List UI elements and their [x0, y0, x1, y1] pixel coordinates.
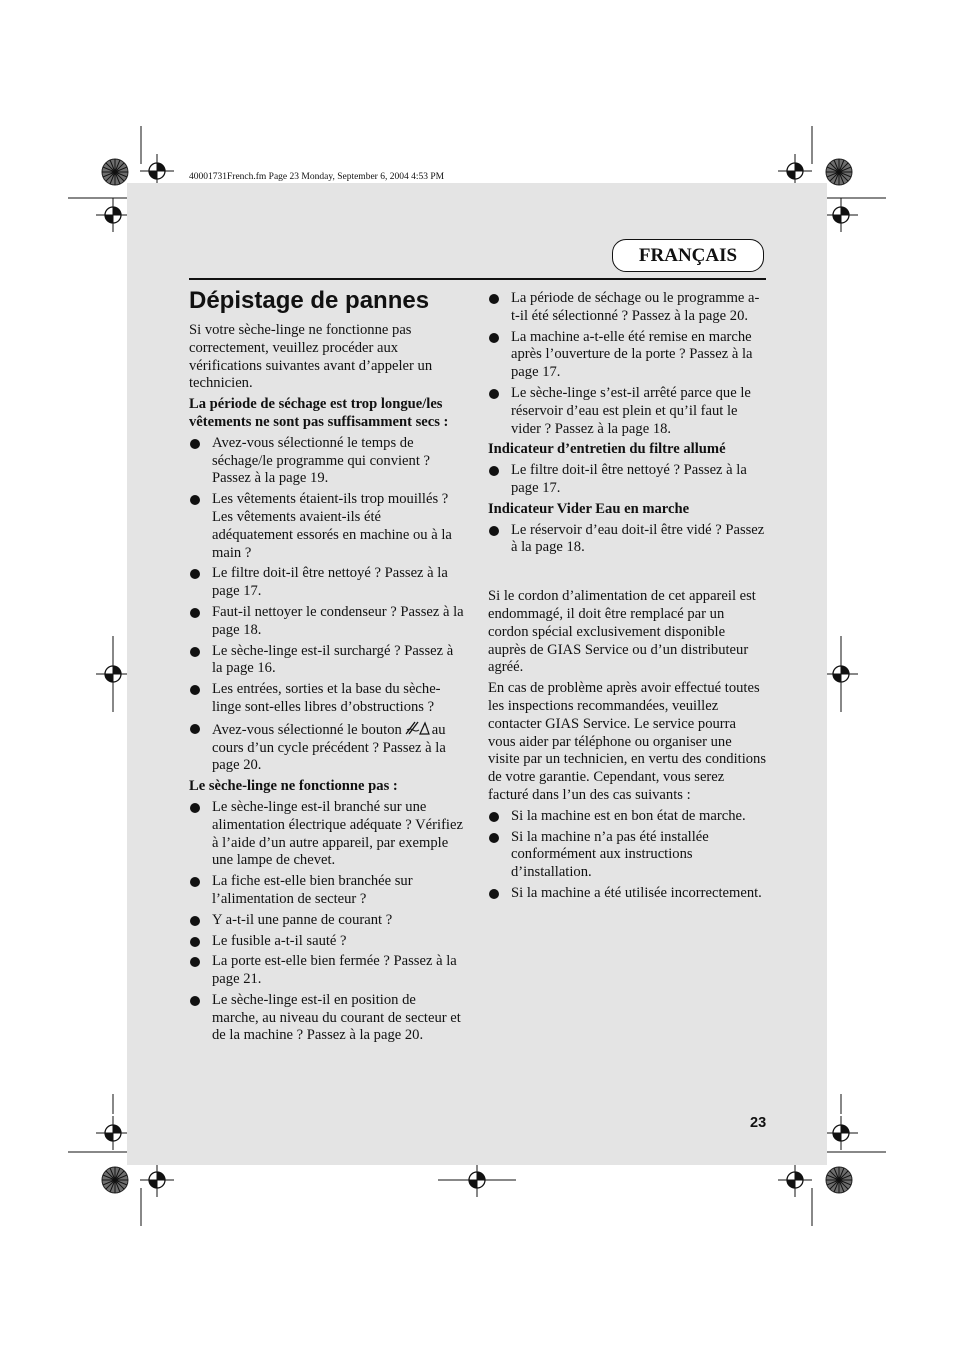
bullet-icon — [190, 495, 200, 505]
bullet-icon — [489, 333, 499, 343]
intro-paragraph: Si votre sèche-linge ne fonctionne pas correctement, veuillez procéder aux vérifications suivantes avant d’appeler un technicien. — [189, 322, 433, 392]
list-item: Si la machine est en bon état de marche. — [488, 808, 766, 826]
list-item: La période de séchage ou le programme a-t-il été sélectionné ? Passez à la page 20. — [488, 290, 766, 326]
list-item: Avez-vous sélectionné le bouton au cours d’un cycle précédent ? Passez à la page 20. — [189, 720, 465, 775]
section-heading-water-indicator: Indicateur Vider Eau en marche — [488, 500, 690, 517]
bullet-icon — [190, 608, 200, 618]
list-item: Si la machine a été utilisée incorrectement. — [488, 885, 766, 903]
bullet-icon — [190, 996, 200, 1006]
list-item: Si la machine n’a pas été installée conformément aux instructions d’installation. — [488, 829, 766, 882]
list-item: Avez-vous sélectionné le temps de séchage/le programme qui convient ? Passez à la page 19. — [189, 435, 465, 488]
not-working-checklist — [189, 799, 465, 1045]
list-item: La porte est-elle bien fermée ? Passez à la page 21. — [189, 953, 465, 989]
left-column — [189, 322, 465, 1048]
bullet-icon — [190, 877, 200, 887]
list-item: Le sèche-linge s’est-il arrêté parce que le réservoir d’eau est plein et qu’il faut le vider ? Passez à la page 18. — [488, 385, 766, 438]
bullet-icon — [190, 647, 200, 657]
filter-checklist — [488, 462, 766, 498]
bullet-icon — [489, 466, 499, 476]
list-item: La fiche est-elle bien branchée sur l’alimentation de secteur ? — [189, 873, 465, 909]
list-item: Le réservoir d’eau doit-il être vidé ? Passez à la page 18. — [488, 522, 766, 558]
section-heading-filter-indicator: Indicateur d’entretien du filtre allumé — [488, 441, 726, 458]
list-item: Y a-t-il une panne de courant ? — [189, 912, 465, 930]
bullet-icon — [489, 294, 499, 304]
drying-checklist — [189, 435, 465, 775]
list-item: Le filtre doit-il être nettoyé ? Passez à la page 17. — [488, 462, 766, 498]
print-header-line: 40001731French.fm Page 23 Monday, September 6, 2004 4:53 PM — [189, 172, 445, 182]
water-checklist — [488, 522, 766, 558]
bullet-icon — [190, 803, 200, 813]
bullet-icon — [489, 889, 499, 899]
list-item: Faut-il nettoyer le condenseur ? Passez à la page 18. — [189, 604, 465, 640]
section-heading-not-working: Le sèche-linge ne fonctionne pas : — [189, 778, 398, 795]
bullet-icon — [190, 685, 200, 695]
bullet-icon — [190, 724, 200, 734]
bullet-icon — [489, 833, 499, 843]
not-working-checklist-continued — [488, 290, 766, 438]
bullet-icon — [190, 916, 200, 926]
service-paragraph-contact: En cas de problème après avoir effectué toutes les inspections recommandées, veuillez contacter GIAS Service. Le service pourra vous aider par téléphone ou organiser une visite par un technicien, en vertu des conditions de votre garantie. Cependant, vous serez facturé dans l’un des cas suivants : — [488, 680, 767, 803]
list-item: Le fusible a-t-il sauté ? — [189, 933, 465, 951]
list-item: Le sèche-linge est-il en position de marche, au niveau du courant de secteur et de la machine ? Passez à la page 20. — [189, 992, 465, 1045]
list-item: Le sèche-linge est-il surchargé ? Passez à la page 16. — [189, 643, 465, 679]
right-column — [488, 290, 766, 906]
page-title: Dépistage de pannes — [189, 287, 430, 314]
header-rule — [189, 278, 766, 280]
list-item: Le filtre doit-il être nettoyé ? Passez à la page 17. — [189, 565, 465, 601]
list-item: Les entrées, sorties et la base du sèche-linge sont-elles libres d’obstructions ? — [189, 681, 465, 717]
list-item: La machine a-t-elle été remise en marche après l’ouverture de la porte ? Passez à la page 17. — [488, 329, 766, 382]
bullet-icon — [190, 957, 200, 967]
language-tab: FRANÇAIS — [612, 239, 764, 272]
bullet-icon — [489, 389, 499, 399]
drying-level-icon — [404, 720, 430, 736]
charge-conditions-list — [488, 808, 766, 903]
bullet-icon — [489, 812, 499, 822]
service-paragraph-cord: Si le cordon d’alimentation de cet appareil est endommagé, il doit être remplacé par un cordon spécial exclusivement disponible auprès de GIAS Service ou d’un distributeur agréé. — [488, 588, 756, 676]
list-item: Les vêtements étaient-ils trop mouillés ? Les vêtements avaient-ils été adéquatement essorés en machine ou à la main ? — [189, 491, 465, 562]
bullet-icon — [190, 439, 200, 449]
bullet-icon — [190, 937, 200, 947]
section-heading-drying-too-long: La période de séchage est trop longue/les vêtements ne sont pas suffisamment secs : — [189, 396, 449, 430]
bullet-icon — [489, 526, 499, 536]
bullet-icon — [190, 569, 200, 579]
list-item: Le sèche-linge est-il branché sur une alimentation électrique adéquate ? Vérifiez à l’aide d’un autre appareil, par exemple une lampe de chevet. — [189, 799, 465, 870]
spacer — [488, 560, 766, 588]
page-number: 23 — [750, 1115, 767, 1131]
